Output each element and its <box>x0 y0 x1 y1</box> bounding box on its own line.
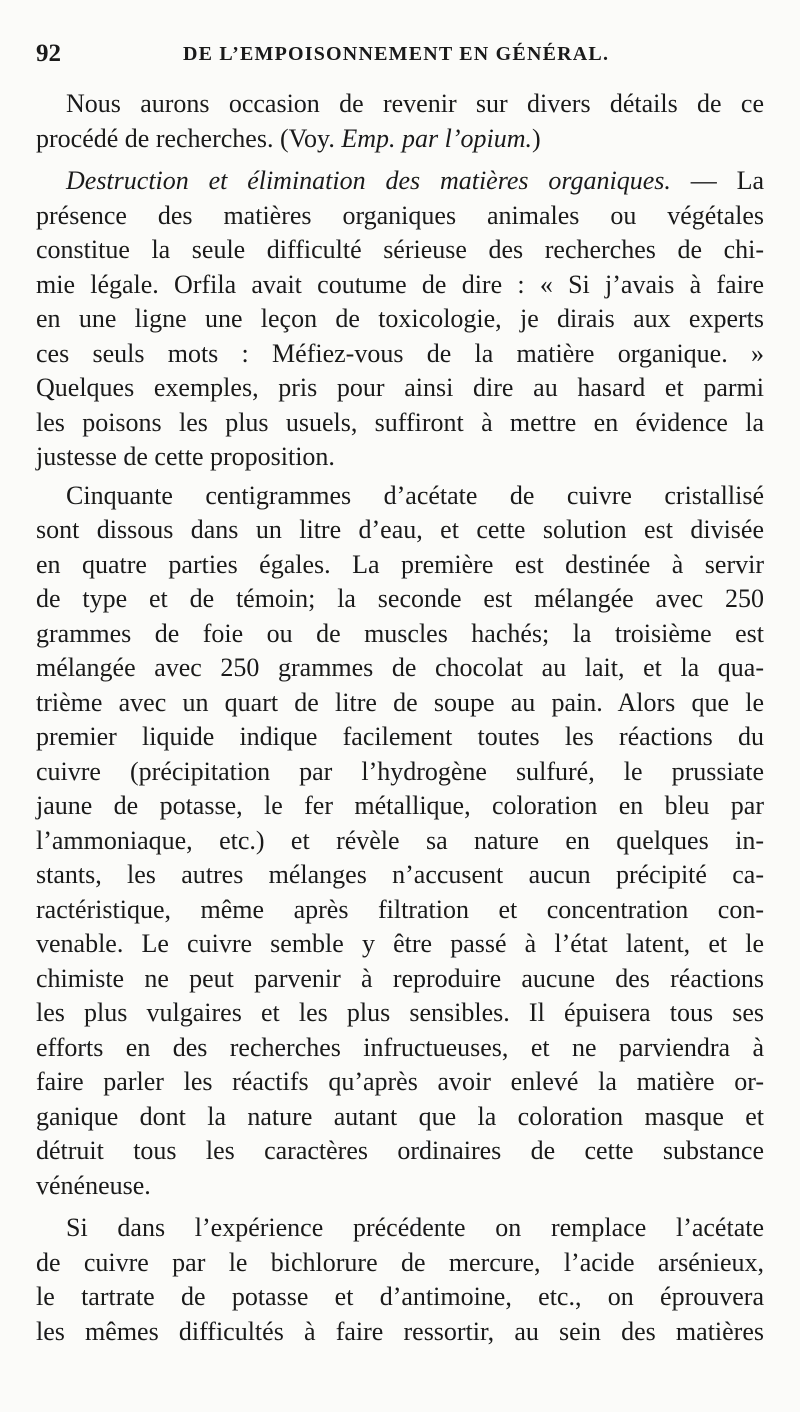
text-line: Nous aurons occasion de revenir sur divers détails de ce <box>66 89 764 118</box>
text-line: faire parler les réactifs qu’après avoir enlevé la matière or- <box>36 1067 764 1096</box>
text-line: mélangée avec 250 grammes de chocolat au lait, et la qua- <box>36 653 764 682</box>
text-line: ces seuls mots : Méfiez-vous de la matière organique. » <box>36 338 764 368</box>
page-number: 92 <box>36 40 61 67</box>
text-run: procédé de recherches. (Voy. <box>36 123 342 153</box>
text-line: premier liquide indique facilement toutes les réactions du <box>36 722 764 751</box>
text-line: sont dissous dans un litre d’eau, et cette solution est divisée <box>36 515 764 544</box>
text-line: le tartrate de potasse et d’antimoine, etc., on éprouvera <box>36 1282 764 1311</box>
text-line: chimiste ne peut parvenir à reproduire aucune des réactions <box>36 963 764 993</box>
text-line: cuivre (précipitation par l’hydrogène sulfuré, le prussiate <box>36 756 764 786</box>
text-line: venable. Le cuivre semble y être passé à l’état latent, et le <box>36 929 764 958</box>
text-run: — La <box>670 166 764 195</box>
text-line: vénéneuse. <box>36 1170 151 1200</box>
text-line: justesse de cette proposition. <box>36 442 335 471</box>
text-line: ganique dont la nature autant que la coloration masque et <box>36 1101 764 1131</box>
text-line: présence des matières organiques animales ou végétales <box>36 200 764 230</box>
text-line: de cuivre par le bichlorure de mercure, l’acide arsénieux, <box>36 1247 764 1277</box>
paragraph-3 <box>36 479 764 1204</box>
text-line: les poisons les plus usuels, suffiront à mettre en évidence la <box>36 407 764 437</box>
text-line <box>36 164 764 199</box>
paragraph-4 <box>36 1211 764 1349</box>
body-text <box>36 87 764 1349</box>
text-line: grammes de foie ou de muscles hachés; la troisième est <box>36 618 764 648</box>
text-line: de type et de témoin; la seconde est mélangée avec 250 <box>36 584 764 613</box>
text-line: détruit tous les caractères ordinaires de cette substance <box>36 1136 764 1165</box>
paragraph-2 <box>36 164 764 475</box>
text-line: ractéristique, même après filtration et concentration con- <box>36 894 764 924</box>
text-line: Quelques exemples, pris pour ainsi dire au hasard et parmi <box>36 373 764 402</box>
text-line: mie légale. Orfila avait coutume de dire : « Si j’avais à faire <box>36 269 764 299</box>
text-line: efforts en des recherches infructueuses, et ne parviendra à <box>36 1032 764 1062</box>
text-line: trième avec un quart de litre de soupe au pain. Alors que le <box>36 687 764 717</box>
text-line: Si dans l’expérience précédente on remplace l’acétate <box>66 1213 764 1242</box>
text-line <box>36 122 764 157</box>
page-header <box>36 40 760 76</box>
paragraph-1 <box>36 87 764 156</box>
text-line: jaune de potasse, le fer métallique, coloration en bleu par <box>36 791 764 820</box>
text-line: les mêmes difficultés à faire ressortir, au sein des matières <box>36 1316 764 1346</box>
text-run: ) <box>532 123 541 153</box>
text-line: constitue la seule difficulté sérieuse des recherches de chi- <box>36 235 764 264</box>
text-line: en une ligne une leçon de toxicologie, je dirais aux experts <box>36 304 764 333</box>
italic-reference: Emp. par l’opium. <box>341 123 533 153</box>
text-line: stants, les autres mélanges n’accusent aucun précipité ca- <box>36 860 764 889</box>
section-heading: Destruction et élimination des matières organiques. <box>66 166 671 195</box>
text-line: Cinquante centigrammes d’acétate de cuivre cristallisé <box>66 480 764 510</box>
text-line: l’ammoniaque, etc.) et révèle sa nature en quelques in- <box>36 825 764 855</box>
text-line: les plus vulgaires et les plus sensibles. Il épuisera tous ses <box>36 998 764 1027</box>
text-line: en quatre parties égales. La première est destinée à servir <box>36 549 764 579</box>
running-head: DE L’EMPOISONNEMENT EN GÉNÉRAL. <box>183 43 610 65</box>
